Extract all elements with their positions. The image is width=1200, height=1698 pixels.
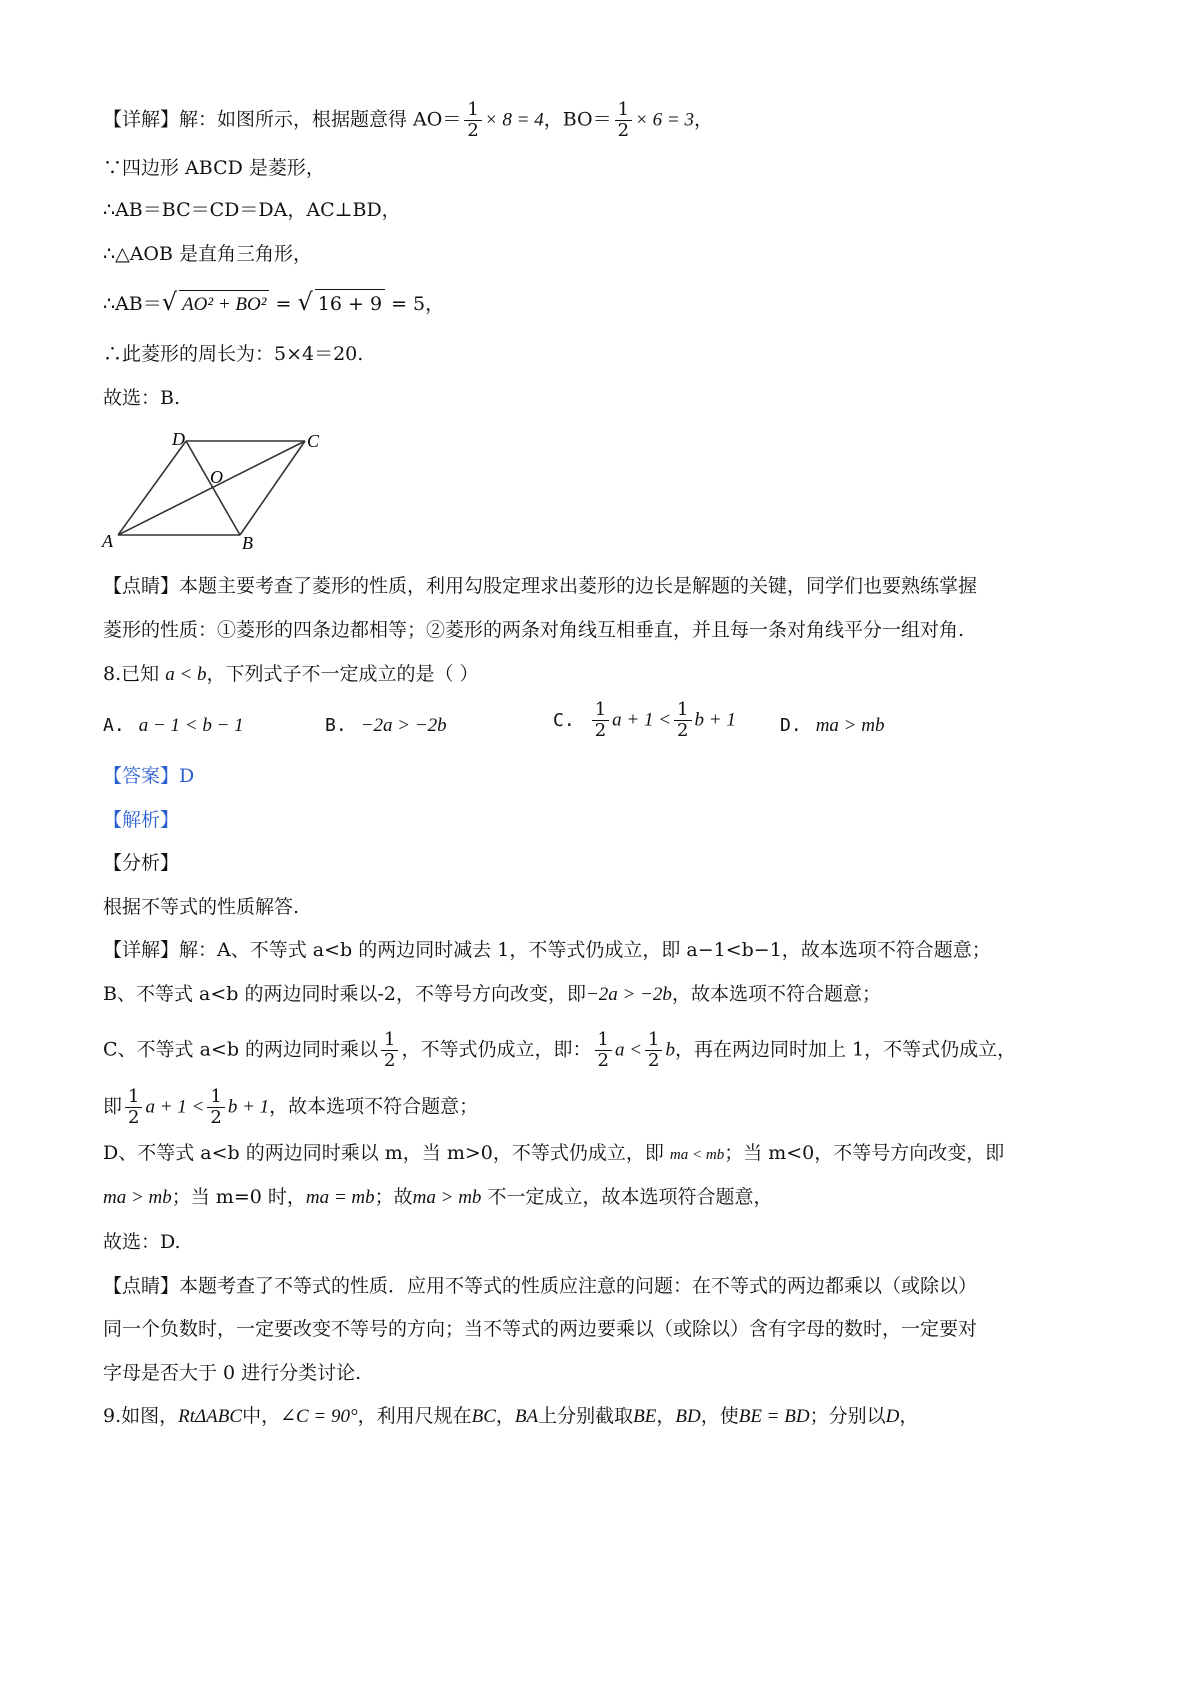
question-9 <box>103 1402 918 1431</box>
rhombus-figure <box>100 425 340 555</box>
comment-8-line-1: 【点睛】本题考查了不等式的性质．应用不等式的性质应注意的问题：在不等式的两边都乘以（或除以） <box>103 1275 978 1297</box>
fraction-half: $\frac{1}{2}$ <box>125 1087 142 1128</box>
option-c <box>553 700 736 741</box>
q9-t8: ， <box>899 1405 919 1427</box>
detail-line-7: 故选：B. <box>103 387 181 409</box>
q9-ba: BA <box>514 1406 539 1427</box>
q9-angle: ∠C = 90° <box>280 1406 358 1427</box>
detail-d <box>103 1139 1004 1169</box>
equals: = <box>275 293 292 315</box>
detail-c-a: a < <box>614 1039 643 1061</box>
detail-d-expr-1: ma < mb <box>669 1147 725 1163</box>
detail-b <box>103 980 881 1009</box>
option-a <box>103 711 244 740</box>
detail-c2-end: ，故本选项不符合题意； <box>269 1095 479 1118</box>
sqrt-expr-2: 16 + 9 <box>315 289 385 318</box>
detail-c2-a: a + 1 < <box>145 1096 205 1118</box>
diagonal-ac <box>118 441 305 535</box>
comment-8-line-3: 字母是否大于 0 进行分类讨论. <box>103 1362 362 1384</box>
comment-7-line-1: 【点睛】本题主要考查了菱形的性质，利用勾股定理求出菱形的边长是解题的关键，同学们也要熟练掌握 <box>103 575 978 597</box>
option-a-label: A. <box>103 715 125 736</box>
option-d-label: D. <box>780 715 802 736</box>
option-b-expr: −2a > −2b <box>360 715 447 736</box>
ab-lead: ∴AB＝ <box>103 293 162 315</box>
fraction-half: $\frac{1}{2}$ <box>592 700 609 741</box>
option-c-expr-2: b + 1 <box>694 709 736 731</box>
fraction-half: $\frac{1}{2}$ <box>381 1030 398 1071</box>
detail-line-6: ∴此菱形的周长为：5×4＝20. <box>103 343 364 365</box>
label-c: C <box>307 431 320 451</box>
question-lead: 8.已知 <box>103 663 160 685</box>
detail-c-b: b <box>665 1039 675 1061</box>
fraction-half: $\frac{1}{2}$ <box>645 1030 662 1071</box>
detail-d2-end: 不一定成立，故本选项符合题意， <box>487 1186 773 1208</box>
detail-d2-mid-2: ；故 <box>374 1186 413 1208</box>
diagonal-bd <box>186 441 240 535</box>
q9-t5: ， <box>656 1405 676 1427</box>
q9-triangle: RtΔABC <box>178 1406 243 1427</box>
detail-c2 <box>103 1087 478 1128</box>
ab-result: = 5， <box>391 293 445 315</box>
sqrt-symbol: √ <box>161 288 178 316</box>
option-c-expr-1: a + 1 < <box>612 709 672 731</box>
option-c-label: C. <box>553 709 575 731</box>
analysis-label: 【解析】 <box>103 809 180 831</box>
q9-t6: ，使 <box>700 1405 739 1427</box>
sqrt-expr-1: AO² + BO² <box>179 290 269 319</box>
fraction-half: $\frac{1}{2}$ <box>464 100 481 141</box>
option-d <box>780 711 884 740</box>
detail-d2-expr-3: ma > mb <box>412 1187 482 1208</box>
fraction-half: $\frac{1}{2}$ <box>674 700 691 741</box>
comment-7-line-2: 菱形的性质：①菱形的四条边都相等；②菱形的两条对角线互相垂直，并且每一条对角线平分一组对角. <box>103 619 965 641</box>
q9-t2: ，利用尺规在 <box>357 1405 472 1427</box>
detail-line-3: ∴AB＝BC＝CD＝DA，AC⊥BD， <box>103 199 401 221</box>
comment-8-line-2: 同一个负数时，一定要改变不等号的方向；当不等式的两边要乘以（或除以）含有字母的数时，一定要对 <box>103 1318 978 1340</box>
choice-8: 故选：D. <box>103 1231 181 1253</box>
detail-c2-b: b + 1 <box>227 1096 270 1118</box>
detail-d-lead: D、不等式 a<b 的两边同时乘以 m，当 m>0，不等式仍成立，即 <box>103 1142 664 1164</box>
label-b: B <box>242 533 253 553</box>
question-condition: a < b <box>165 664 207 685</box>
detail-a: 【详解】解：A、不等式 a<b 的两边同时减去 1，不等式仍成立，即 a−1<b−1，故本选项不符合题意； <box>103 939 991 961</box>
fraction-half: $\frac{1}{2}$ <box>207 1087 224 1128</box>
question-end: ，下列式子不一定成立的是（ ） <box>206 663 479 685</box>
label-d: D <box>172 429 185 449</box>
fenxi-text: 根据不等式的性质解答. <box>103 896 300 918</box>
q9-bc: BC <box>471 1406 496 1427</box>
bo-calc: × 6 = 3 <box>635 109 694 131</box>
label-a: A <box>102 531 113 551</box>
punct: ， <box>693 108 713 131</box>
q9-bd: BD <box>675 1406 701 1427</box>
fraction-half: $\frac{1}{2}$ <box>595 1030 612 1071</box>
q9-t1: 中， <box>242 1405 281 1427</box>
sqrt-symbol: √ <box>297 288 313 316</box>
q9-lead: 9.如图， <box>103 1405 179 1427</box>
label-o: O <box>210 467 223 487</box>
q9-be: BE <box>633 1406 657 1427</box>
side-da <box>118 441 186 535</box>
detail-b-end: ，故本选项不符合题意； <box>671 983 881 1005</box>
detail-d2 <box>103 1183 772 1212</box>
detail-c-lead: C、不等式 a<b 的两边同时乘以 <box>103 1038 379 1061</box>
detail-c-end: ，再在两边同时加上 1，不等式仍成立， <box>674 1038 1017 1061</box>
side-bc <box>240 441 305 535</box>
detail-d2-expr-2: ma = mb <box>305 1187 375 1208</box>
detail-d-mid: ；当 m<0，不等号方向改变，即 <box>724 1142 1005 1164</box>
answer-label: 【答案】D <box>103 765 195 787</box>
fraction-half: $\frac{1}{2}$ <box>615 100 632 141</box>
detail-b-lead: B、不等式 a<b 的两边同时乘以-2，不等号方向改变，即 <box>103 983 586 1005</box>
option-b <box>325 711 447 740</box>
q9-d: D <box>885 1406 900 1427</box>
bo-lead: ，BO＝ <box>543 108 612 131</box>
q9-t3: ， <box>495 1405 515 1427</box>
q9-t7: ；分别以 <box>809 1405 886 1427</box>
detail-line-4: ∴△AOB 是直角三角形， <box>103 243 313 265</box>
fenxi-label: 【分析】 <box>103 852 180 874</box>
detail-c2-lead: 即 <box>103 1095 123 1118</box>
detail-lead: 【详解】解：如图所示，根据题意得 AO＝ <box>103 108 462 131</box>
detail-c-mid: ，不等式仍成立，即： <box>401 1038 592 1061</box>
detail-b-expr: −2a > −2b <box>585 984 672 1005</box>
detail-d2-mid-1: ；当 m=0 时， <box>171 1186 306 1208</box>
detail-line-5 <box>103 288 444 319</box>
option-d-expr: ma > mb <box>815 715 885 736</box>
detail-line-2: ∵四边形 ABCD 是菱形， <box>103 157 325 179</box>
detail-c <box>103 1030 1016 1071</box>
ao-calc: × 8 = 4 <box>484 109 544 131</box>
option-a-expr: a − 1 < b − 1 <box>138 715 244 736</box>
detail-d2-expr-1: ma > mb <box>103 1187 172 1208</box>
option-b-label: B. <box>325 715 347 736</box>
q9-t4: 上分别截取 <box>538 1405 634 1427</box>
detail-line-1 <box>103 100 713 141</box>
q9-equation: BE = BD <box>738 1406 810 1427</box>
question-8 <box>103 660 479 689</box>
